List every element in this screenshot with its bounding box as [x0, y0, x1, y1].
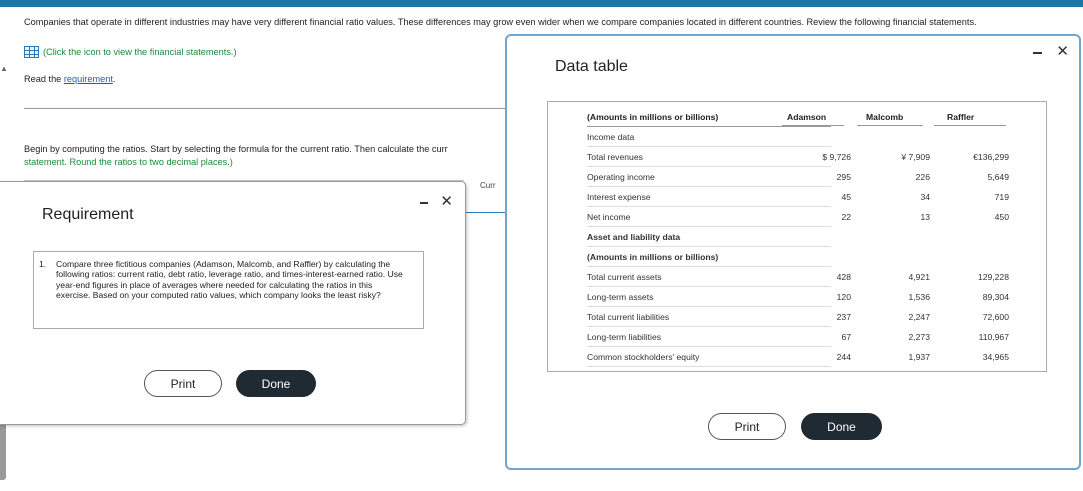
row-label: Total revenues	[587, 152, 643, 162]
requirement-text: Compare three fictitious companies (Adamson, Malcomb, and Raffler) by calculating the following ratios: current ratio, debt ratio, leverage ratio, and times-interest-earned ratio. Use year-end figures in place of averages where needed for calculating the ratios in this exercise. Based on your computed ratio values, which company looks the least risky?	[56, 259, 403, 301]
table-row	[548, 307, 1046, 327]
requirement-title: Requirement	[42, 206, 134, 223]
requirement-link[interactable]: requirement	[63, 74, 113, 84]
cell-raffler: 72,600	[982, 312, 1009, 322]
cell-adamson: 67	[841, 332, 851, 342]
table-row	[548, 227, 1046, 247]
column-header-raffler: Raffler	[947, 112, 975, 122]
table-row	[548, 327, 1046, 347]
requirement-dialog	[0, 181, 466, 425]
close-icon[interactable]: ✕	[440, 193, 453, 210]
financial-data-table	[547, 101, 1047, 372]
table-row	[548, 167, 1046, 187]
row-label: Common stockholders' equity	[587, 352, 700, 362]
table-row	[548, 267, 1046, 287]
cell-adamson: 244	[836, 352, 851, 362]
cell-malcomb: 1,536	[908, 292, 930, 302]
row-label: Interest expense	[587, 192, 651, 202]
cell-malcomb: 2,273	[908, 332, 930, 342]
cell-adamson: 428	[836, 272, 851, 282]
read-requirement	[24, 74, 115, 84]
table-row	[548, 247, 1046, 267]
table-row	[548, 127, 1046, 147]
cell-malcomb: ¥ 7,909	[901, 152, 930, 162]
minimize-icon[interactable]	[1033, 52, 1042, 54]
read-suffix: .	[112, 74, 116, 84]
cell-raffler: 89,304	[982, 292, 1009, 302]
requirement-window-controls	[420, 194, 453, 209]
done-button[interactable]: Done	[236, 370, 316, 397]
collapse-arrow-icon[interactable]: ▲	[0, 64, 8, 73]
print-button[interactable]: Print	[144, 370, 222, 397]
top-accent-bar	[0, 0, 1083, 7]
cell-raffler: 34,965	[982, 352, 1009, 362]
cell-malcomb: 4,921	[908, 272, 930, 282]
read-prefix: Read the	[24, 74, 64, 84]
financial-statements-link[interactable]	[24, 46, 237, 58]
table-row	[548, 187, 1046, 207]
cell-malcomb: 1,937	[908, 352, 930, 362]
row-label: Net income	[587, 212, 631, 222]
table-icon[interactable]	[24, 46, 39, 58]
row-label: Total current liabilities	[587, 312, 670, 322]
divider	[24, 108, 514, 109]
row-label: Income data	[587, 132, 635, 142]
cell-raffler: 719	[994, 192, 1009, 202]
cell-raffler: 450	[994, 212, 1009, 222]
cell-adamson: 45	[841, 192, 851, 202]
print-button[interactable]: Print	[708, 413, 786, 440]
column-header-adamson: Adamson	[787, 112, 827, 122]
instructions-line-1: Begin by computing the ratios. Start by selecting the formula for the current ratio. Then calculate the curr	[24, 144, 448, 154]
cell-adamson: $ 9,726	[822, 152, 851, 162]
done-button[interactable]: Done	[801, 413, 882, 440]
data-table-dialog	[505, 34, 1081, 470]
column-underline	[782, 125, 844, 126]
row-separator	[587, 366, 831, 367]
column-header-malcomb: Malcomb	[866, 112, 904, 122]
close-icon[interactable]: ✕	[1056, 43, 1069, 60]
data-table-window-controls	[1033, 44, 1069, 59]
table-row	[548, 207, 1046, 227]
intro-text: Companies that operate in different industries may have very different financial ratio values. These differences may grow even wider when we compare companies located in different countries. Review the following financial statements.	[24, 17, 977, 27]
row-label: Long-term assets	[587, 292, 654, 302]
column-underline	[934, 125, 1006, 126]
cell-malcomb: 34	[920, 192, 930, 202]
cell-raffler: 129,228	[977, 272, 1009, 282]
row-label: (Amounts in millions or billions)	[587, 252, 719, 262]
cell-malcomb: 13	[920, 212, 930, 222]
cell-malcomb: 226	[915, 172, 930, 182]
cell-raffler: 110,967	[978, 332, 1009, 342]
row-label: Total current assets	[587, 272, 662, 282]
cell-malcomb: 2,247	[908, 312, 930, 322]
requirement-number: 1.	[39, 259, 47, 269]
financial-statements-link-text[interactable]: (Click the icon to view the financial statements.)	[43, 47, 237, 57]
cell-adamson: 120	[836, 292, 851, 302]
row-label: Asset and liability data	[587, 232, 681, 242]
cell-raffler: 5,649	[987, 172, 1009, 182]
table-row	[548, 347, 1046, 367]
cell-adamson: 237	[836, 312, 851, 322]
column-underline	[857, 125, 923, 126]
row-label: Long-term liabilities	[587, 332, 662, 342]
cell-adamson: 22	[841, 212, 851, 222]
header-label: (Amounts in millions or billions)	[587, 112, 719, 122]
minimize-icon[interactable]	[420, 202, 428, 204]
requirement-box	[33, 251, 424, 329]
instructions-line-2: statement. Round the ratios to two decimal places.)	[24, 156, 233, 167]
row-label: Operating income	[587, 172, 655, 182]
table-row	[548, 287, 1046, 307]
data-table-title: Data table	[555, 58, 628, 75]
cell-adamson: 295	[836, 172, 851, 182]
cell-raffler: €136,299	[973, 152, 1009, 162]
instructions-text	[24, 143, 514, 168]
current-ratio-stub: Curr	[480, 181, 496, 190]
table-row	[548, 147, 1046, 167]
